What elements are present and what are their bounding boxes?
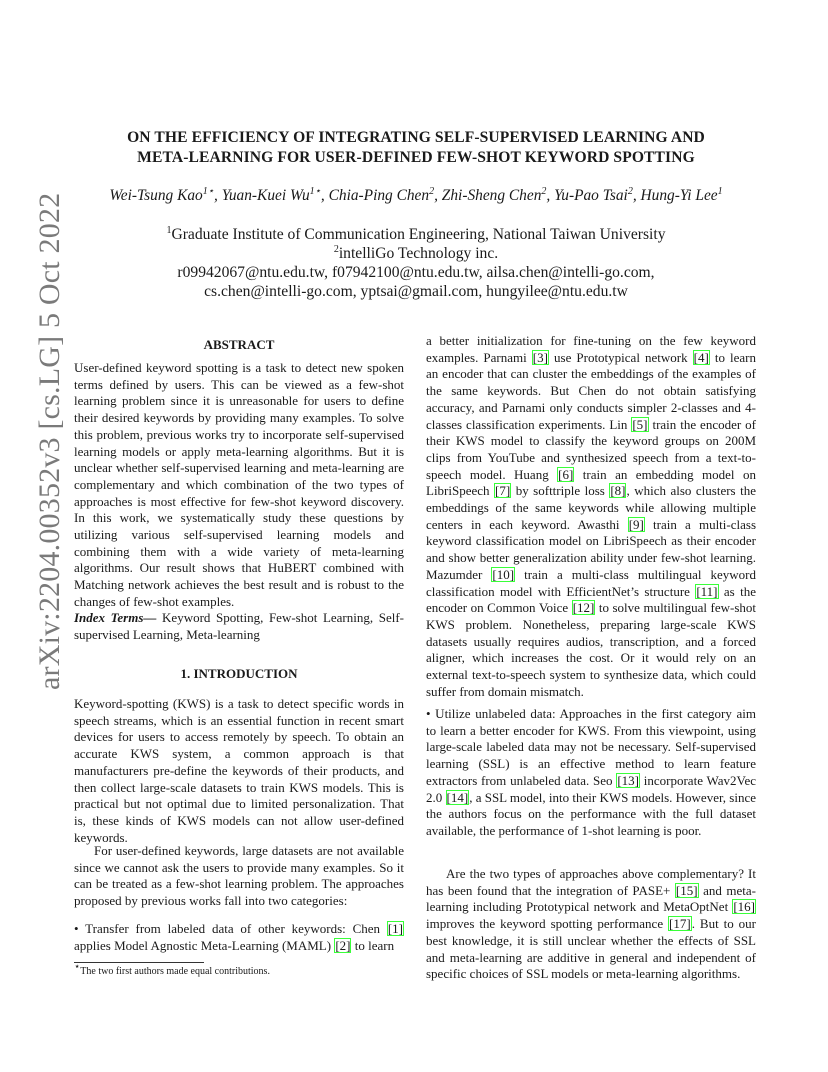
author-affil-mark: 2 xyxy=(429,185,435,197)
author-affil-mark: 1 xyxy=(717,185,723,197)
author-list: Wei-Tsung Kao$^{1⋆}$, Yuan-Kuei $Wu^{1⋆}$, Chia-Ping Chen$^2$, Zhi-Sheng Chen$^2$, Yu-Pao Tsai$^2$, Hung-Yi Lee$^1$ xyxy=(109,185,723,204)
author-name: Wei-Tsung Kao xyxy=(109,187,203,204)
citation-link[interactable]: [4] xyxy=(693,349,709,365)
citation-link[interactable]: [14] xyxy=(446,789,469,805)
title-line-2: META-LEARNING FOR USER-DEFINED FEW-SHOT KEYWORD SPOTTING xyxy=(137,149,695,166)
text-run: to learn an encoder that can cluster the embeddings of the examples of the same keywords. But Chen do not obtain satisfying accuracy, and Parnami only conducts simpler 2-classes and 4-classes classification experiments. Lin xyxy=(426,349,757,432)
footnote-mark: ⋆ xyxy=(74,961,81,973)
citation-link[interactable]: [6] xyxy=(558,466,574,482)
citation-link[interactable]: [10] xyxy=(492,566,515,582)
author-affil-mark: 1⋆ xyxy=(202,185,214,197)
citation-link[interactable]: [16] xyxy=(733,899,755,915)
author-affil-mark: 1⋆ xyxy=(309,185,321,197)
text-run: train an embedding model on LibriSpeech xyxy=(426,466,756,499)
index-terms xyxy=(74,610,404,643)
intro-bullet-unlabeled xyxy=(426,706,756,840)
author-affil-mark: 2 xyxy=(541,185,547,197)
index-terms-label: Index Terms— xyxy=(74,610,157,625)
intro-paragraph-1: Keyword-spotting (KWS) is a task to detect specific words in speech streams, which is an essential function in recent smart devices for users to access remotely by speech. To obtain an accurate KWS system, a common approach is that manufacturers pre-define the keywords of their products, and then collect large-scale datasets to train KWS models. This is practical but not optimal due to limited personalization. That is, these kinds of KWS models can not allow user-defined keywords. xyxy=(74,696,404,845)
affiliation-2 xyxy=(80,244,752,263)
text-run: improves the keyword spotting performance xyxy=(426,916,669,932)
text-run: , which also clusters the embeddings of the same keywords while allowing multiple centers in each keyword. Awasthi xyxy=(426,483,756,532)
text-run: train a multi-class keyword classification model on LibriSpeech as their encoder and show better generalization ability under few-shot learning. Mazumder xyxy=(426,516,757,582)
citation-link[interactable]: [5] xyxy=(632,416,648,432)
intro-continued xyxy=(426,333,756,700)
author-name: Zhi-Sheng Chen xyxy=(441,187,542,204)
text-run: • Utilize unlabeled data: Approaches in the first category aim to learn a better encoder for KWS. From this viewpoint, using large-scale labeled data may not be necessary. Self-supervised learning (SSL) is an effective method to learn feature extractors from unlabeled data. Seo xyxy=(426,706,756,788)
text-run: . But to our best knowledge, it is still unclear whether the effects of SSL and meta-learning are additive in general and independent of specific choices of SSL models or meta-learning algorithms. xyxy=(426,916,756,982)
text-run: incorporate Wav2Vec 2.0 xyxy=(426,772,756,805)
citation-link[interactable]: [1] xyxy=(387,921,403,936)
text-run: by softtriple loss xyxy=(511,483,610,499)
intro-paragraph-2: For user-defined keywords, large datasets are not available since we cannot ask the users to provide many examples. So it can be treated as a few-shot learning problem. The approaches proposed by previous works fall into two categories: xyxy=(74,843,404,909)
arxiv-stamp: arXiv:2204.00352v3 [cs.LG] 5 Oct 2022 xyxy=(33,192,66,690)
citation-link[interactable]: [17] xyxy=(669,916,691,932)
citation-link[interactable]: [2] xyxy=(335,937,351,953)
email-line-1: r09942067@ntu.edu.tw, f07942100@ntu.edu.tw, ailsa.chen@intelli-go.com, xyxy=(177,264,655,281)
text-run: to learn xyxy=(351,937,395,953)
intro-heading: 1. INTRODUCTION xyxy=(180,666,298,681)
abstract-text: User-defined keyword spotting is a task to detect new spoken terms defined by users. This can be viewed as a few-shot learning problem since it is unreasonable for users to define their desired keywords by providing many examples. To solve this problem, previous works try to incorporate self-supervised learning models or apply meta-learning algorithms. But it is unclear whether self-supervised learning and meta-learning are complementary and which combination of the two types of approaches is most effective for few-shot keyword discovery. In this work, we systematically study these questions by utilizing various self-supervised learning models and combining them with a wide variety of meta-learning algorithms. Our result shows that HuBERT combined with Matching network achieves the best result and is robust to the changes of few-shot examples. xyxy=(74,360,404,609)
text-run: • Transfer from labeled data of other keywords: Chen xyxy=(74,921,387,936)
text-run: to solve multilingual few-shot KWS problem. Nonetheless, preparing large-scale KWS datasets usually requires audios, transcription, and a forced aligner, which increases the cost. Or it would rely on an external text-to-speech system to synthesize data, which could suffer from domain mismatch. xyxy=(426,600,756,699)
paper-title xyxy=(80,128,752,168)
intro-bullet-transfer xyxy=(74,921,404,954)
footnote xyxy=(74,961,404,978)
text-run: Are the two types of approaches above complementary? It has been found that the integration of PASE+ xyxy=(426,866,756,898)
author-name: Chia-Ping Chen xyxy=(328,187,430,204)
intro-paragraph-question xyxy=(426,866,756,983)
text-run: train the encoder of their KWS model to classify the keyword groups on 200M clips from YouTube and synthesized speech from a text-to-speech model. Huang xyxy=(426,416,756,482)
text-run: train a multi-class multilingual keyword classification model with EfficientNet’s structure xyxy=(426,566,756,599)
author-name: Yuan-Kuei Wu xyxy=(221,187,310,204)
citation-link[interactable]: [9] xyxy=(628,516,644,532)
affil-text: intelliGo Technology inc. xyxy=(338,245,499,262)
affiliation-1 xyxy=(80,225,752,244)
abstract-heading: ABSTRACT xyxy=(203,337,275,352)
citation-link[interactable]: [13] xyxy=(617,772,639,788)
affil-mark: 1 xyxy=(166,224,172,236)
text-run: and meta-learning including Prototypical network and MetaOptNet xyxy=(426,882,756,915)
text-run: as the encoder on Common Voice xyxy=(426,583,756,616)
footnote-divider xyxy=(74,962,204,963)
text-run: a better initialization for fine-tuning on the few keyword examples. Parnami xyxy=(426,333,756,365)
text-run: applies Model Agnostic Meta-Learning (MAML) xyxy=(74,937,335,953)
index-terms-text: Keyword Spotting, Few-shot Learning, Self-supervised Learning, Meta-learning xyxy=(74,610,404,642)
text-run: , a SSL model, into their KWS models. However, since the authors focus on the performance with the full dataset available, the performance of 1-shot learning is poor. xyxy=(426,789,756,838)
citation-link[interactable]: [8] xyxy=(610,483,626,499)
citation-link[interactable]: [7] xyxy=(495,483,511,499)
affil-mark: 2 xyxy=(333,243,339,255)
footnote-text: The two first authors made equal contributions. xyxy=(80,966,270,977)
citation-link[interactable]: [11] xyxy=(696,583,718,599)
author-name: Hung-Yi Lee xyxy=(640,187,718,204)
citation-link[interactable]: [15] xyxy=(675,882,698,898)
citation-link[interactable]: [12] xyxy=(572,600,595,616)
title-line-1: ON THE EFFICIENCY OF INTEGRATING SELF-SUPERVISED LEARNING AND xyxy=(127,129,705,146)
author-name: Yu-Pao Tsai xyxy=(554,187,628,204)
email-line-2: cs.chen@intelli-go.com, yptsai@gmail.com, hungyilee@ntu.edu.tw xyxy=(204,283,628,300)
affil-text: Graduate Institute of Communication Engineering, National Taiwan University xyxy=(171,226,666,243)
text-run: use Prototypical network xyxy=(548,349,693,365)
citation-link[interactable]: [3] xyxy=(532,349,548,365)
author-affil-mark: 2 xyxy=(627,185,633,197)
